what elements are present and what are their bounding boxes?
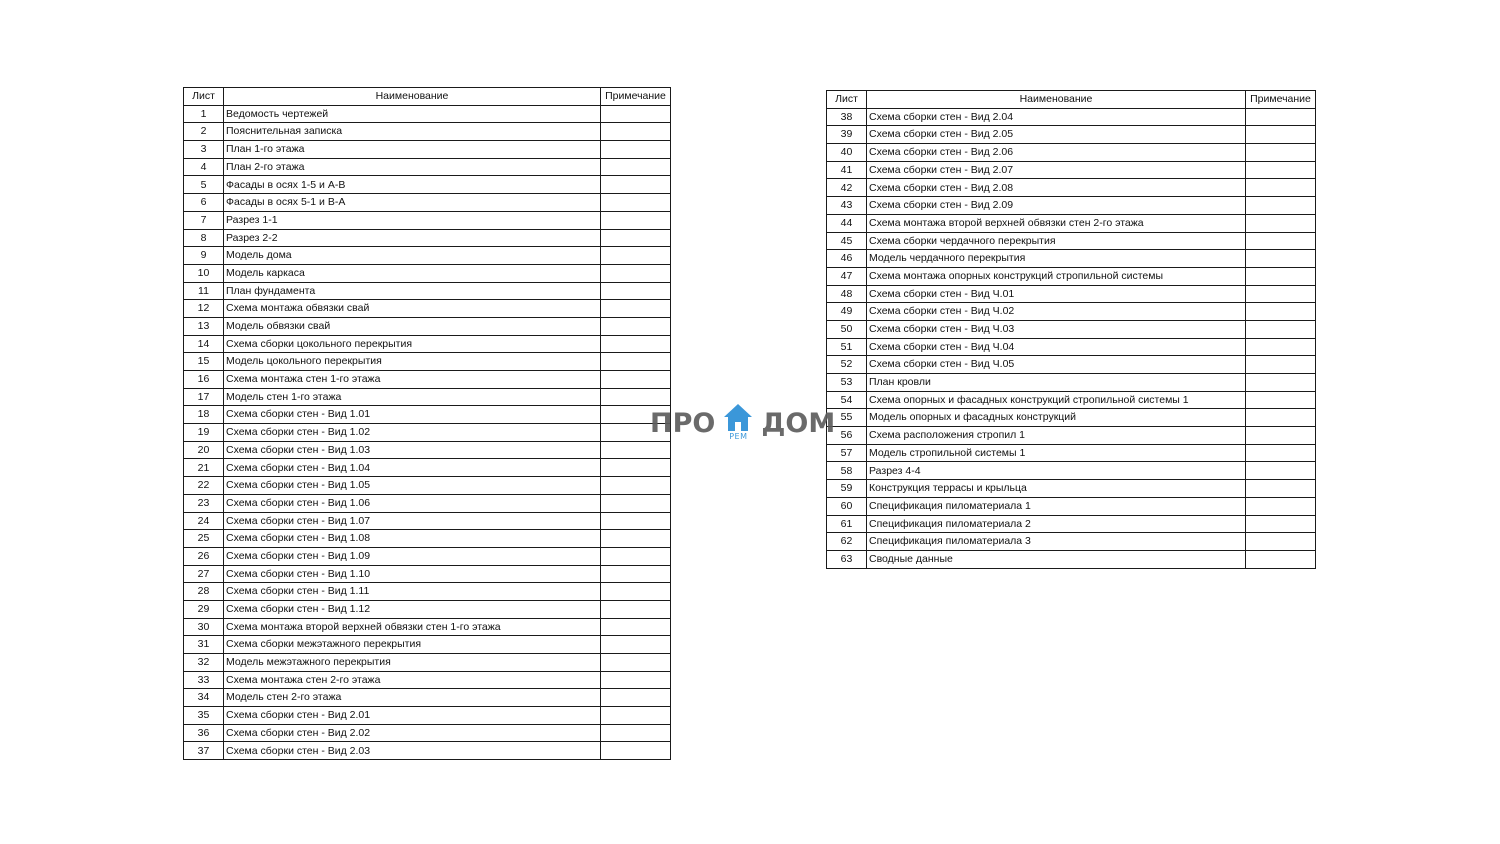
sheet-number: 50 <box>827 320 867 338</box>
table-row <box>184 477 671 495</box>
sheet-note <box>601 618 671 636</box>
sheet-title: Модель обвязки свай <box>224 317 601 335</box>
sheet-title: Схема сборки стен - Вид 2.06 <box>867 144 1246 162</box>
sheet-title: Схема сборки стен - Вид 2.05 <box>867 126 1246 144</box>
sheet-title: Модель межэтажного перекрытия <box>224 654 601 672</box>
sheet-title: Схема сборки межэтажного перекрытия <box>224 636 601 654</box>
sheet-number: 24 <box>184 512 224 530</box>
sheet-note <box>601 530 671 548</box>
sheet-note <box>1246 161 1316 179</box>
table-row <box>184 353 671 371</box>
sheet-note <box>1246 179 1316 197</box>
sheet-title: Схема монтажа второй верхней обвязки стен 2-го этажа <box>867 214 1246 232</box>
logo-text-left: ПРО <box>650 407 716 439</box>
sheet-note <box>1246 356 1316 374</box>
sheet-note <box>601 583 671 601</box>
table-row <box>184 600 671 618</box>
sheet-number: 1 <box>184 105 224 123</box>
table-row <box>184 247 671 265</box>
sheet-title: Схема сборки стен - Вид 1.11 <box>224 583 601 601</box>
sheet-title: Схема монтажа обвязки свай <box>224 300 601 318</box>
table-row <box>827 250 1316 268</box>
sheet-number: 25 <box>184 530 224 548</box>
sheet-note <box>1246 197 1316 215</box>
table-row <box>827 550 1316 568</box>
sheet-number: 35 <box>184 707 224 725</box>
table-row <box>827 356 1316 374</box>
sheet-number: 3 <box>184 141 224 159</box>
sheet-note <box>601 671 671 689</box>
sheet-number: 38 <box>827 108 867 126</box>
sheet-number: 32 <box>184 654 224 672</box>
header-name: Наименование <box>224 88 601 106</box>
sheet-number: 33 <box>184 671 224 689</box>
sheet-number: 62 <box>827 533 867 551</box>
table-row <box>184 176 671 194</box>
sheet-number: 31 <box>184 636 224 654</box>
sheet-number: 57 <box>827 444 867 462</box>
sheet-title: Сводные данные <box>867 550 1246 568</box>
sheet-note <box>601 158 671 176</box>
sheet-number: 28 <box>184 583 224 601</box>
table-row <box>184 530 671 548</box>
sheet-title: Спецификация пиломатериала 2 <box>867 515 1246 533</box>
sheet-title: Схема монтажа стен 2-го этажа <box>224 671 601 689</box>
table-row <box>184 300 671 318</box>
sheet-note <box>1246 303 1316 321</box>
table-row <box>827 427 1316 445</box>
table-row <box>827 197 1316 215</box>
sheet-title: Модель дома <box>224 247 601 265</box>
sheet-title: Модель цокольного перекрытия <box>224 353 601 371</box>
table-row <box>184 636 671 654</box>
sheet-number: 48 <box>827 285 867 303</box>
table-row <box>184 388 671 406</box>
sheet-title: Схема сборки стен - Вид 1.05 <box>224 477 601 495</box>
table-row <box>827 374 1316 392</box>
sheet-title: Схема сборки стен - Вид 1.10 <box>224 565 601 583</box>
sheet-title: Схема сборки стен - Вид 2.07 <box>867 161 1246 179</box>
sheet-number: 47 <box>827 267 867 285</box>
table-row <box>184 406 671 424</box>
table-row <box>827 533 1316 551</box>
sheet-note <box>1246 497 1316 515</box>
sheet-number: 55 <box>827 409 867 427</box>
sheet-title: Модель стропильной системы 1 <box>867 444 1246 462</box>
table-row <box>827 232 1316 250</box>
table-row <box>827 497 1316 515</box>
sheet-number: 11 <box>184 282 224 300</box>
sheet-title: Схема сборки стен - Вид 1.06 <box>224 494 601 512</box>
sheet-number: 27 <box>184 565 224 583</box>
table-row <box>827 444 1316 462</box>
table-row <box>184 654 671 672</box>
sheet-note <box>1246 338 1316 356</box>
sheet-note <box>601 282 671 300</box>
header-sheet: Лист <box>184 88 224 106</box>
sheet-note <box>601 512 671 530</box>
sheet-note <box>1246 462 1316 480</box>
sheet-title: Модель стен 2-го этажа <box>224 689 601 707</box>
table-row <box>827 126 1316 144</box>
sheet-note <box>601 636 671 654</box>
sheet-number: 54 <box>827 391 867 409</box>
sheet-title: Конструкция террасы и крыльца <box>867 480 1246 498</box>
sheet-note <box>1246 285 1316 303</box>
sheet-number: 43 <box>827 197 867 215</box>
sheet-note <box>601 211 671 229</box>
sheet-note <box>601 459 671 477</box>
sheet-note <box>601 264 671 282</box>
table-row <box>827 462 1316 480</box>
sheet-title: Схема монтажа опорных конструкций стропильной системы <box>867 267 1246 285</box>
header-note: Примечание <box>1246 91 1316 109</box>
table-row <box>184 211 671 229</box>
sheet-note <box>1246 320 1316 338</box>
sheet-note <box>601 176 671 194</box>
table-row <box>184 371 671 389</box>
sheet-number: 59 <box>827 480 867 498</box>
sheet-number: 53 <box>827 374 867 392</box>
table-row <box>827 515 1316 533</box>
sheet-note <box>1246 391 1316 409</box>
sheet-title: Схема сборки стен - Вид Ч.05 <box>867 356 1246 374</box>
sheet-number: 17 <box>184 388 224 406</box>
sheet-title: Схема сборки стен - Вид Ч.04 <box>867 338 1246 356</box>
table-row <box>184 123 671 141</box>
sheet-title: Схема монтажа стен 1-го этажа <box>224 371 601 389</box>
sheet-title: Схема монтажа второй верхней обвязки стен 1-го этажа <box>224 618 601 636</box>
sheet-note <box>1246 232 1316 250</box>
sheet-note <box>601 141 671 159</box>
sheet-number: 46 <box>827 250 867 268</box>
house-icon <box>721 403 755 443</box>
table-row <box>184 424 671 442</box>
sheet-note <box>601 724 671 742</box>
sheet-note <box>601 229 671 247</box>
sheet-number: 13 <box>184 317 224 335</box>
sheet-title: Схема расположения стропил 1 <box>867 427 1246 445</box>
sheet-note <box>601 247 671 265</box>
sheet-note <box>601 123 671 141</box>
sheet-title: Схема сборки стен - Вид 1.01 <box>224 406 601 424</box>
sheet-note <box>601 105 671 123</box>
sheet-note <box>601 353 671 371</box>
table-row <box>827 480 1316 498</box>
watermark-logo <box>650 402 850 444</box>
sheet-note <box>601 494 671 512</box>
table-row <box>184 512 671 530</box>
sheet-note <box>1246 267 1316 285</box>
sheet-note <box>1246 427 1316 445</box>
sheet-note <box>601 600 671 618</box>
sheet-note <box>601 742 671 760</box>
sheet-title: Схема сборки стен - Вид 1.04 <box>224 459 601 477</box>
sheet-title: Схема сборки стен - Вид 2.03 <box>224 742 601 760</box>
table-row <box>184 618 671 636</box>
sheet-title: Схема сборки стен - Вид 1.08 <box>224 530 601 548</box>
table-row <box>184 494 671 512</box>
sheet-note <box>601 317 671 335</box>
sheet-title: Разрез 1-1 <box>224 211 601 229</box>
sheet-number: 40 <box>827 144 867 162</box>
table-row <box>184 229 671 247</box>
sheet-title: Пояснительная записка <box>224 123 601 141</box>
sheet-note <box>601 477 671 495</box>
sheet-note <box>601 565 671 583</box>
sheet-number: 8 <box>184 229 224 247</box>
sheet-number: 16 <box>184 371 224 389</box>
sheet-number: 42 <box>827 179 867 197</box>
sheet-note <box>1246 126 1316 144</box>
sheet-title: Схема сборки стен - Вид Ч.01 <box>867 285 1246 303</box>
sheet-note <box>601 547 671 565</box>
sheet-number: 23 <box>184 494 224 512</box>
sheet-note <box>601 654 671 672</box>
table-row <box>184 194 671 212</box>
sheet-title: План фундамента <box>224 282 601 300</box>
sheet-title: План 2-го этажа <box>224 158 601 176</box>
sheet-number: 12 <box>184 300 224 318</box>
sheet-note <box>1246 144 1316 162</box>
sheet-number: 29 <box>184 600 224 618</box>
sheet-title: Разрез 2-2 <box>224 229 601 247</box>
sheet-number: 41 <box>827 161 867 179</box>
sheet-number: 5 <box>184 176 224 194</box>
table-row <box>827 285 1316 303</box>
sheet-note <box>1246 515 1316 533</box>
table-row <box>184 689 671 707</box>
sheet-note <box>1246 108 1316 126</box>
header-name: Наименование <box>867 91 1246 109</box>
sheet-number: 10 <box>184 264 224 282</box>
drawing-list-table-left <box>183 87 671 760</box>
sheet-title: Модель стен 1-го этажа <box>224 388 601 406</box>
sheet-number: 49 <box>827 303 867 321</box>
sheet-title: Спецификация пиломатериала 3 <box>867 533 1246 551</box>
sheet-title: План 1-го этажа <box>224 141 601 159</box>
logo-subtext: РЕМ <box>729 432 748 441</box>
table-row <box>827 161 1316 179</box>
table-row <box>184 264 671 282</box>
table-row <box>184 105 671 123</box>
sheet-number: 20 <box>184 441 224 459</box>
table-row <box>827 320 1316 338</box>
table-row <box>184 282 671 300</box>
header-row <box>827 91 1316 109</box>
drawing-list-table-right <box>826 90 1316 569</box>
sheet-title: Ведомость чертежей <box>224 105 601 123</box>
sheet-title: Схема сборки чердачного перекрытия <box>867 232 1246 250</box>
sheet-number: 58 <box>827 462 867 480</box>
logo-text-right: ДОМ <box>761 407 836 439</box>
sheet-number: 30 <box>184 618 224 636</box>
sheet-number: 7 <box>184 211 224 229</box>
sheet-title: Схема сборки стен - Вид 2.01 <box>224 707 601 725</box>
sheet-number: 37 <box>184 742 224 760</box>
sheet-note <box>601 371 671 389</box>
table-row <box>827 338 1316 356</box>
sheet-title: Схема опорных и фасадных конструкций стропильной системы 1 <box>867 391 1246 409</box>
sheet-number: 26 <box>184 547 224 565</box>
table-row <box>184 459 671 477</box>
sheet-number: 22 <box>184 477 224 495</box>
sheet-note <box>1246 533 1316 551</box>
sheet-number: 18 <box>184 406 224 424</box>
sheet-number: 51 <box>827 338 867 356</box>
sheet-title: Схема сборки стен - Вид 1.12 <box>224 600 601 618</box>
sheet-title: План кровли <box>867 374 1246 392</box>
sheet-title: Схема сборки стен - Вид Ч.02 <box>867 303 1246 321</box>
sheet-title: Модель чердачного перекрытия <box>867 250 1246 268</box>
table-row <box>827 303 1316 321</box>
table-row <box>184 441 671 459</box>
header-note: Примечание <box>601 88 671 106</box>
table-row <box>184 158 671 176</box>
sheet-note <box>601 707 671 725</box>
sheet-number: 6 <box>184 194 224 212</box>
sheet-number: 19 <box>184 424 224 442</box>
sheet-note <box>601 300 671 318</box>
table-row <box>184 141 671 159</box>
table-row <box>827 144 1316 162</box>
table-row <box>184 317 671 335</box>
sheet-number: 60 <box>827 497 867 515</box>
table-row <box>184 583 671 601</box>
sheet-number: 56 <box>827 427 867 445</box>
sheet-note <box>1246 214 1316 232</box>
sheet-number: 39 <box>827 126 867 144</box>
table-row <box>184 547 671 565</box>
table-row <box>184 724 671 742</box>
sheet-title: Фасады в осях 1-5 и А-В <box>224 176 601 194</box>
sheet-title: Модель каркаса <box>224 264 601 282</box>
sheet-note <box>1246 480 1316 498</box>
sheet-number: 2 <box>184 123 224 141</box>
table-row <box>184 335 671 353</box>
sheet-note <box>601 335 671 353</box>
sheet-title: Разрез 4-4 <box>867 462 1246 480</box>
sheet-number: 21 <box>184 459 224 477</box>
sheet-number: 63 <box>827 550 867 568</box>
sheet-number: 52 <box>827 356 867 374</box>
sheet-title: Схема сборки стен - Вид 2.02 <box>224 724 601 742</box>
sheet-note <box>1246 550 1316 568</box>
table-row <box>827 108 1316 126</box>
table-row <box>827 391 1316 409</box>
table-row <box>827 409 1316 427</box>
sheet-title: Схема сборки стен - Вид 1.03 <box>224 441 601 459</box>
sheet-number: 61 <box>827 515 867 533</box>
sheet-note <box>1246 374 1316 392</box>
table-row <box>184 707 671 725</box>
sheet-title: Спецификация пиломатериала 1 <box>867 497 1246 515</box>
header-row <box>184 88 671 106</box>
table-row <box>827 179 1316 197</box>
sheet-note <box>1246 250 1316 268</box>
sheet-number: 44 <box>827 214 867 232</box>
sheet-title: Схема сборки цокольного перекрытия <box>224 335 601 353</box>
sheet-number: 4 <box>184 158 224 176</box>
sheet-number: 14 <box>184 335 224 353</box>
sheet-note <box>1246 444 1316 462</box>
sheet-number: 9 <box>184 247 224 265</box>
table-row <box>184 742 671 760</box>
sheet-title: Схема сборки стен - Вид Ч.03 <box>867 320 1246 338</box>
sheet-number: 34 <box>184 689 224 707</box>
sheet-title: Схема сборки стен - Вид 2.09 <box>867 197 1246 215</box>
table-row <box>827 214 1316 232</box>
sheet-number: 45 <box>827 232 867 250</box>
sheet-title: Фасады в осях 5-1 и В-А <box>224 194 601 212</box>
sheet-title: Схема сборки стен - Вид 1.02 <box>224 424 601 442</box>
header-sheet: Лист <box>827 91 867 109</box>
sheet-title: Схема сборки стен - Вид 2.04 <box>867 108 1246 126</box>
sheet-title: Схема сборки стен - Вид 1.09 <box>224 547 601 565</box>
table-row <box>827 267 1316 285</box>
sheet-note <box>1246 409 1316 427</box>
table-row <box>184 671 671 689</box>
sheet-number: 15 <box>184 353 224 371</box>
sheet-note <box>601 689 671 707</box>
sheet-title: Схема сборки стен - Вид 1.07 <box>224 512 601 530</box>
sheet-note <box>601 194 671 212</box>
table-body-right <box>827 108 1316 568</box>
sheet-title: Схема сборки стен - Вид 2.08 <box>867 179 1246 197</box>
table-row <box>184 565 671 583</box>
sheet-number: 36 <box>184 724 224 742</box>
sheet-title: Модель опорных и фасадных конструкций <box>867 409 1246 427</box>
table-body-left <box>184 105 671 759</box>
